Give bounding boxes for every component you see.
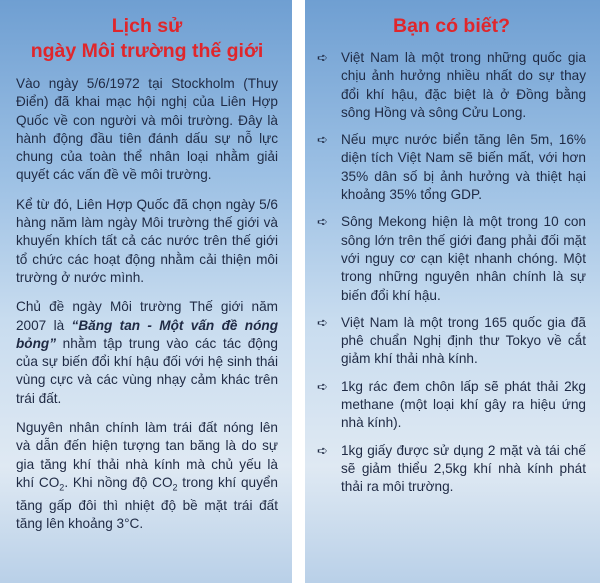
fact-text: Sông Mekong hiện là một trong 10 con sông lớn trên thế giới đang phải đối mặt với nguy cơ cạn kiệt nhanh chóng. Một trong những nguyên nhân chính là sự biến đổi khí hậu. <box>341 214 586 303</box>
cause-text-2: . Khi nồng độ CO <box>64 474 173 490</box>
left-panel <box>0 0 292 583</box>
theme-intro-text: Chủ đề ngày Môi trường Thế giới năm 2007 là <box>16 299 278 333</box>
fact-item <box>317 442 586 497</box>
did-you-know-title: Bạn có biết? <box>392 15 510 37</box>
fact-text: Việt Nam là một trong 165 quốc gia đã phê chuẩn Nghị định thư Tokyo về cắt giảm khí thải nhà kính. <box>341 314 586 367</box>
fact-list <box>317 49 586 497</box>
fact-text: 1kg giấy được sử dụng 2 mặt và tái chế sẽ giảm thiểu 2,5kg khí nhà kính phát thải ra môi trường. <box>341 442 586 495</box>
cause-text-1: Nguyên nhân chính làm trái đất nóng lên và dẫn đến hiện tượng tan băng là do sự gia tăng khí thải nhà kính mà chủ yếu là khí CO <box>16 420 278 490</box>
co2-subscript-2: 2 <box>172 482 178 493</box>
fact-item <box>317 213 586 304</box>
history-title-line1: Lịch sử <box>111 15 183 37</box>
history-paragraph-3 <box>16 298 278 408</box>
arrow-bullet-icon: ➪ <box>317 442 328 458</box>
fact-item <box>317 378 586 433</box>
theme-outro-text: nhằm tập trung vào các tác động của sự biến đổi khí hậu đối với hệ sinh thái vùng cực và các vùng nhạy cảm khác trên trái đất. <box>16 335 278 406</box>
arrow-bullet-icon: ➪ <box>317 314 328 330</box>
fact-item <box>317 49 586 122</box>
history-paragraph-2: Kể từ đó, Liên Hợp Quốc đã chọn ngày 5/6 hàng năm làm ngày Môi trường thế giới và khuyến khích tất cả các nước trên thế giới tổ chức các hoạt động nhằm cải thiện môi trường ở nước mình. <box>16 196 278 285</box>
fact-text: Nếu mực nước biển tăng lên 5m, 16% diện tích Việt Nam sẽ biến mất, với hơn 35% dân số bị ảnh hưởng và thiệt hại khoảng 35% tổng GDP. <box>341 132 586 203</box>
arrow-bullet-icon: ➪ <box>317 50 328 65</box>
right-panel <box>305 0 600 583</box>
theme-highlight: “Băng tan - Một vấn đề nóng bỏng” <box>16 317 278 351</box>
arrow-bullet-icon: ➪ <box>317 214 328 230</box>
history-title-line2: ngày Môi trường thế giới <box>30 40 264 62</box>
arrow-bullet-icon: ➪ <box>317 378 328 394</box>
fact-text: 1kg rác đem chôn lấp sẽ phát thải 2kg methane (một loại khí gây ra hiệu ứng nhà kính). <box>341 378 586 431</box>
fact-text: Việt Nam là một trong những quốc gia chịu ảnh hưởng nhiều nhất do sự thay đổi khí hậu, đặc biệt là ở Đồng bằng sông Hồng và sông Cửu Long. <box>341 50 586 120</box>
history-title <box>16 14 278 64</box>
history-paragraph-4 <box>16 419 278 534</box>
fact-item <box>317 314 586 369</box>
arrow-bullet-icon: ➪ <box>317 132 328 148</box>
fact-item <box>317 131 586 204</box>
history-paragraph-1: Vào ngày 5/6/1972 tại Stockholm (Thuy Điển) đã khai mạc hội nghị của Liên Hợp Quốc về con người và môi trường. Đây là hành động đầu tiên đánh dấu sự nỗ lực chung của toàn thể nhân loại nhằm giải quyết các vấn đề về môi trường. <box>16 76 278 183</box>
co2-subscript-1: 2 <box>59 482 65 493</box>
cause-text-3: trong khí quyển tăng gấp đôi thì nhiệt độ bề mặt trái đất tăng lên khoảng 3°C. <box>16 474 278 532</box>
